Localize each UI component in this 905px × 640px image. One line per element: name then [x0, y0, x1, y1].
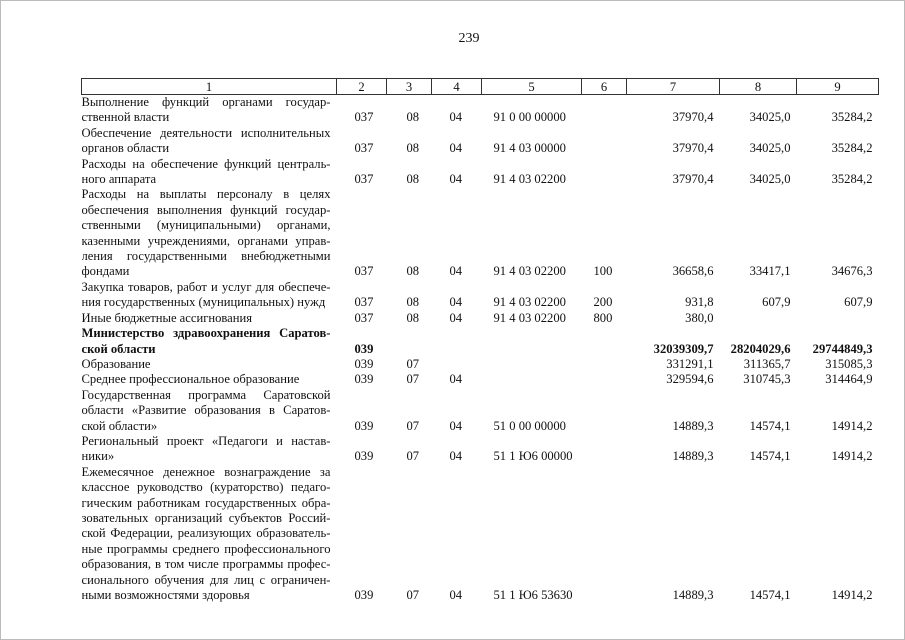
amount-col8: 311365,7: [743, 356, 791, 371]
expense-type-code: [582, 357, 627, 372]
subsection-code: 04: [449, 110, 463, 125]
amount-col9: [797, 311, 879, 326]
target-article-code: 91 4 03 02200: [493, 310, 566, 325]
description-line: классное руководство (кураторство) педаго-: [81, 480, 331, 495]
description-line: Государственная программа Саратовской: [81, 387, 331, 402]
description-line: ного аппарата: [81, 172, 157, 187]
amount-col9: 35284,2: [831, 141, 873, 156]
target-article-code: [482, 326, 582, 357]
section-code: 07: [406, 418, 420, 433]
amount-col8: 14574,1: [749, 449, 791, 464]
table-row: [82, 126, 879, 157]
row-description: [82, 357, 337, 372]
row-description: [82, 326, 337, 357]
section-code: 08: [406, 295, 420, 310]
expense-type-code: [582, 434, 627, 465]
row-description: [82, 187, 337, 279]
amount-col8: 33417,1: [749, 264, 791, 279]
amount-col7: 331291,1: [666, 356, 714, 371]
ministry-code: 039: [354, 418, 374, 433]
ministry-code: 037: [354, 295, 374, 310]
ministry-code: 037: [354, 110, 374, 125]
amount-col7: 37970,4: [672, 110, 714, 125]
description-line: Ежемесячное денежное вознаграждение за: [81, 464, 331, 479]
expense-type-code: [582, 157, 627, 188]
section-code: [387, 326, 432, 357]
description-line: ления государственными внебюджетными: [81, 249, 331, 264]
description-line: ской Федерации, реализующих образователь-: [81, 526, 331, 541]
amount-col7: 14889,3: [672, 449, 714, 464]
description-line: ственными (муниципальными) органами,: [81, 218, 331, 233]
subsection-code: [432, 326, 482, 357]
ministry-code: 039: [354, 341, 374, 356]
ministry-code: 039: [354, 372, 374, 387]
amount-col7: 32039309,7: [653, 341, 714, 356]
description-line: ные программы среднего профессионального: [81, 541, 331, 556]
expense-type-code: [582, 126, 627, 157]
description-line: обеспечения выполнения функций государ-: [81, 202, 331, 217]
description-line: ской области»: [81, 418, 158, 433]
col-header: 3: [387, 79, 432, 95]
expense-type-code: [582, 95, 627, 126]
description-line: казенными учреждениями, органами управ-: [81, 233, 331, 248]
ministry-code: 037: [354, 172, 374, 187]
section-code: 08: [406, 141, 420, 156]
description-line: области «Развитие образования в Саратов-: [81, 403, 331, 418]
amount-col9: 29744849,3: [812, 341, 873, 356]
description-line: Региональный проект «Педагоги и настав-: [81, 433, 331, 448]
description-line: ния государственных (муниципальных) нужд: [81, 295, 326, 310]
subsection-code: 04: [449, 588, 463, 602]
subsection-code: 04: [449, 418, 463, 433]
subsection-code: 04: [449, 172, 463, 187]
amount-col8: 28204029,6: [730, 341, 791, 356]
description-line: Расходы на выплаты персоналу в целях: [81, 187, 331, 202]
ministry-code: 039: [354, 356, 374, 371]
col-header: 1: [82, 79, 337, 95]
target-article-code: 91 4 03 02200: [493, 172, 566, 187]
target-article-code: [482, 372, 582, 387]
row-description: [82, 126, 337, 157]
col-header: 6: [582, 79, 627, 95]
amount-col7: 14889,3: [672, 588, 714, 602]
section-code: 07: [406, 588, 420, 602]
description-line: Министерство здравоохранения Саратов-: [81, 326, 331, 341]
target-article-code: 51 0 00 00000: [493, 418, 566, 433]
amount-col7: 37970,4: [672, 141, 714, 156]
expense-type-code: [582, 326, 627, 357]
description-line: Образование: [81, 356, 151, 371]
description-line: гическим работникам государственных обра-: [81, 495, 331, 510]
expense-type-code: [582, 465, 627, 604]
budget-table: [81, 78, 879, 603]
ministry-code: 037: [354, 264, 374, 279]
amount-col7: 931,8: [685, 295, 714, 310]
amount-col8: 34025,0: [749, 110, 791, 125]
amount-col9: 35284,2: [831, 172, 873, 187]
description-line: Среднее профессиональное образование: [81, 372, 300, 387]
description-line: ники»: [81, 449, 115, 464]
table-row: [82, 372, 879, 387]
section-code: 07: [406, 449, 420, 464]
amount-col7: 14889,3: [672, 418, 714, 433]
table-row: [82, 388, 879, 434]
amount-col8: 34025,0: [749, 172, 791, 187]
description-line: Расходы на обеспечение функций централь-: [81, 156, 331, 171]
table-row: [82, 311, 879, 326]
col-header: 5: [482, 79, 582, 95]
target-article-code: 91 4 03 00000: [493, 141, 566, 156]
table-row: [82, 434, 879, 465]
section-code: 07: [406, 356, 420, 371]
row-description: [82, 311, 337, 326]
amount-col9: 314464,9: [825, 372, 873, 387]
table-row: [82, 326, 879, 357]
expense-type-code: 100: [593, 264, 613, 279]
amount-col8: 14574,1: [749, 418, 791, 433]
amount-col7: 380,0: [685, 310, 714, 325]
section-code: 08: [406, 110, 420, 125]
description-line: фондами: [81, 264, 130, 279]
section-code: 07: [406, 372, 420, 387]
description-line: Иные бюджетные ассигнования: [81, 310, 253, 325]
col-header: 9: [797, 79, 879, 95]
description-line: органов области: [81, 141, 170, 156]
table-row: [82, 157, 879, 188]
expense-type-code: [582, 372, 627, 387]
subsection-code: 04: [449, 141, 463, 156]
row-description: [82, 280, 337, 311]
target-article-code: 51 1 Ю6 53630: [493, 588, 573, 602]
subsection-code: 04: [449, 264, 463, 279]
amount-col8: 310745,3: [743, 372, 791, 387]
table-row: [82, 465, 879, 604]
table-row: [82, 280, 879, 311]
amount-col9: 35284,2: [831, 110, 873, 125]
amount-col8: 34025,0: [749, 141, 791, 156]
table-row: [82, 357, 879, 372]
subsection-code: [432, 357, 482, 372]
section-code: 08: [406, 172, 420, 187]
description-line: ской области: [81, 341, 156, 356]
description-line: Закупка товаров, работ и услуг для обеспече-: [81, 279, 331, 294]
amount-col7: 329594,6: [666, 372, 714, 387]
description-line: ственной власти: [81, 110, 170, 125]
target-article-code: [482, 357, 582, 372]
amount-col9: 14914,2: [831, 449, 873, 464]
target-article-code: 51 1 Ю6 00000: [493, 449, 573, 464]
row-description: [82, 434, 337, 465]
amount-col7: 36658,6: [672, 264, 714, 279]
amount-col9: 14914,2: [831, 588, 873, 602]
description-line: образования, в том числе программы профес-: [81, 557, 331, 572]
expense-type-code: [582, 388, 627, 434]
col-header: 7: [627, 79, 720, 95]
section-code: 08: [406, 310, 420, 325]
table-row: [82, 187, 879, 279]
amount-col7: 37970,4: [672, 172, 714, 187]
amount-col8: [720, 311, 797, 326]
ministry-code: 039: [354, 588, 374, 602]
amount-col9: 315085,3: [825, 356, 873, 371]
expense-type-code: 200: [593, 295, 613, 310]
amount-col8: 607,9: [762, 295, 791, 310]
column-number-header: [82, 79, 879, 95]
expense-type-code: 800: [593, 310, 613, 325]
row-description: [82, 157, 337, 188]
ministry-code: 037: [354, 310, 374, 325]
subsection-code: 04: [449, 449, 463, 464]
ministry-code: 037: [354, 141, 374, 156]
table-row: [82, 95, 879, 126]
col-header: 4: [432, 79, 482, 95]
row-description: [82, 465, 337, 604]
target-article-code: 91 0 00 00000: [493, 110, 566, 125]
description-line: зовательных организаций субъектов Россий-: [81, 510, 331, 525]
section-code: 08: [406, 264, 420, 279]
subsection-code: 04: [449, 295, 463, 310]
amount-col9: 34676,3: [831, 264, 873, 279]
page-number: 239: [458, 31, 480, 46]
row-description: [82, 95, 337, 126]
ministry-code: 039: [354, 449, 374, 464]
target-article-code: 91 4 03 02200: [493, 264, 566, 279]
description-line: сионального обучения для лиц с ограничен-: [81, 572, 331, 587]
amount-col9: 14914,2: [831, 418, 873, 433]
target-article-code: 91 4 03 02200: [493, 295, 566, 310]
col-header: 8: [720, 79, 797, 95]
row-description: [82, 388, 337, 434]
amount-col9: 607,9: [844, 295, 873, 310]
amount-col8: 14574,1: [749, 588, 791, 602]
col-header: 2: [337, 79, 387, 95]
subsection-code: 04: [449, 372, 463, 387]
row-description: [82, 372, 337, 387]
description-line: Выполнение функций органами государ-: [81, 95, 331, 109]
description-line: Обеспечение деятельности исполнительных: [81, 125, 331, 140]
subsection-code: 04: [449, 310, 463, 325]
description-line: ными возможностями здоровья: [81, 588, 250, 602]
